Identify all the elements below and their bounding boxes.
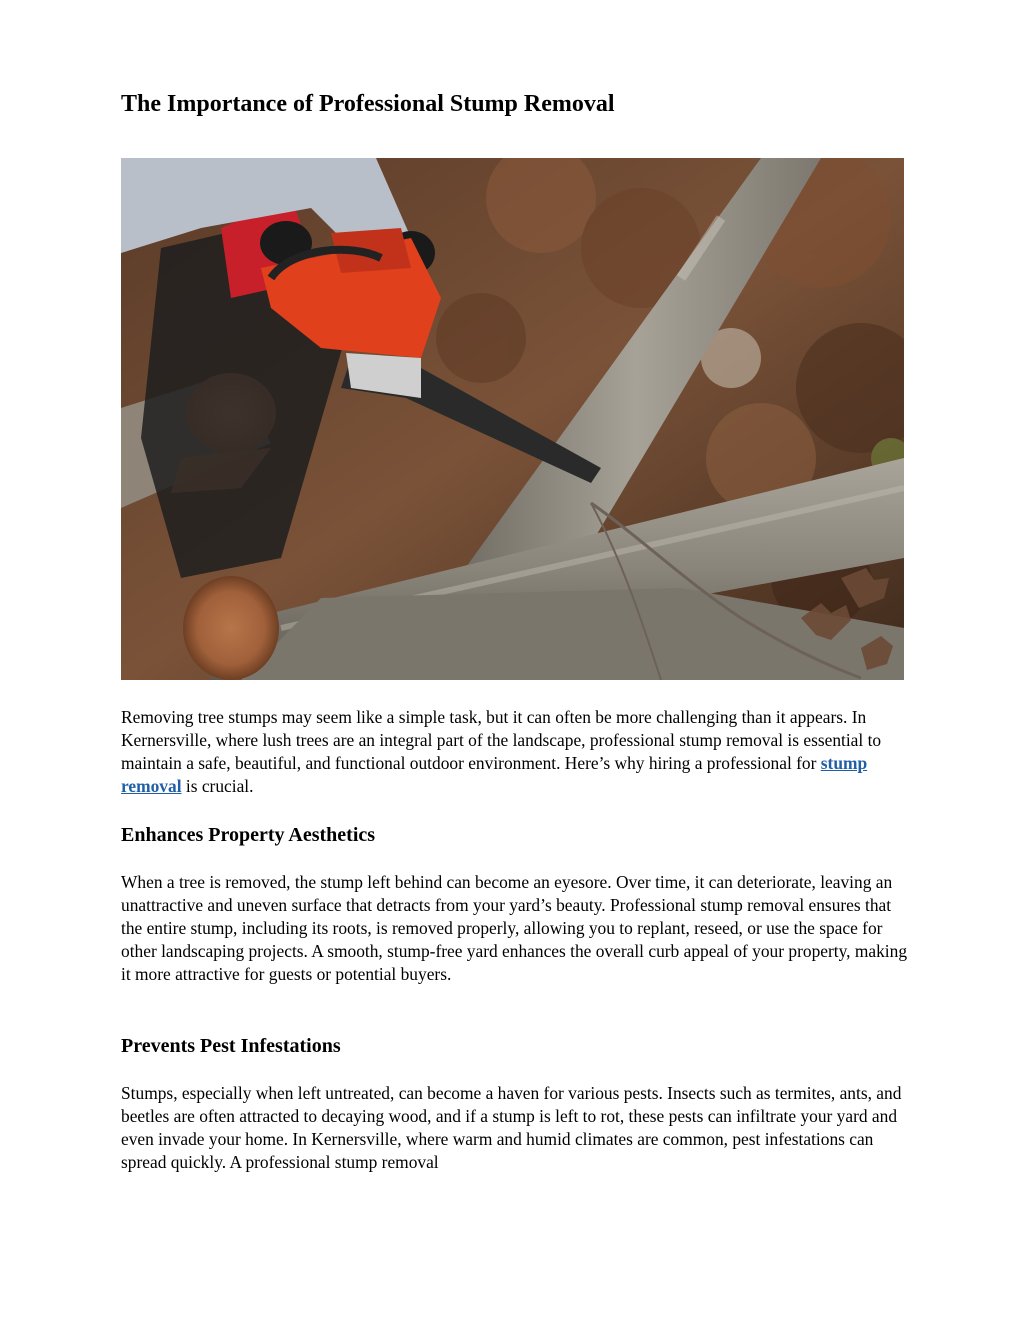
section-heading-aesthetics: Enhances Property Aesthetics	[121, 824, 376, 846]
intro-text: Removing tree stumps may seem like a simple task, but it can often be more challenging than it appears. In Kernersville, where lush trees are an integral part of the landscape, professional stump removal is essential to maintain a safe, beautiful, and functional outdoor environment. Here’s why hiring a professional for	[121, 707, 882, 773]
section-body-aesthetics: When a tree is removed, the stump left behind can become an eyesore. Over time, it can deteriorate, leaving an unattractive and uneven surface that detracts from your yard’s beauty. Professional stump removal ensures that the entire stump, including its roots, is removed properly, allowing you to replant, reseed, or use the space for other landscaping projects. A smooth, stump-free yard enhances the overall curb appeal of your property, making it more attractive for guests or potential buyers.	[121, 872, 908, 984]
log-cut-end	[183, 576, 279, 680]
section-heading-pests: Prevents Pest Infestations	[121, 1035, 341, 1057]
photo-illustration	[121, 158, 904, 680]
intro-text-end: is crucial.	[181, 776, 254, 796]
intro-paragraph	[121, 706, 911, 798]
chainsaw-cutting-log-photo	[121, 158, 904, 680]
section-body-pests: Stumps, especially when left untreated, can become a haven for various pests. Insects such as termites, ants, and beetles are often attracted to decaying wood, and if a stump is left to rot, these pests can infiltrate your yard and even invade your home. In Kernersville, where warm and humid climates are common, pest infestations can spread quickly. A professional stump removal	[121, 1083, 902, 1172]
stump-removal-link[interactable]: stump removal	[121, 753, 868, 796]
page-title: The Importance of Professional Stump Removal	[121, 91, 615, 117]
